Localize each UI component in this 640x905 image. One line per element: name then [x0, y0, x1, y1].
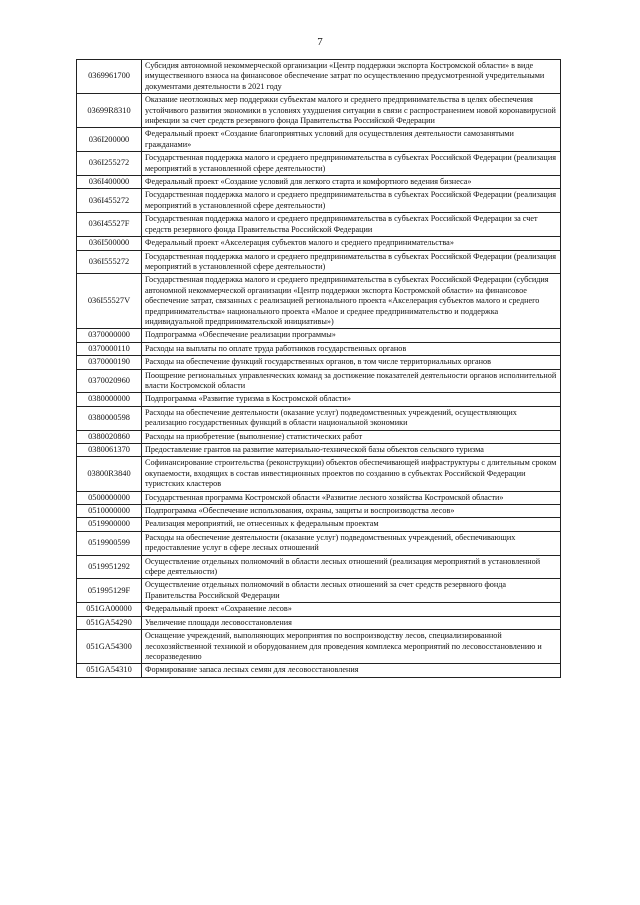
page-number: 7	[317, 36, 323, 48]
expense-description: Оказание неотложных мер поддержки субъектам малого и среднего предпринимательства в целях обеспечения устойчивого развития экономики в условиях ухудшения ситуации в связи с распространением новой коронавирусной инфекции за счет средств резервного фонда Правительства Российской Федерации	[142, 94, 561, 128]
table-row	[77, 630, 561, 664]
classification-code: 051GA54290	[77, 616, 142, 629]
table-row	[77, 274, 561, 329]
table-row	[77, 430, 561, 443]
expense-description: Расходы на обеспечение деятельности (оказание услуг) подведомственных учреждений, осуществляющих реализацию государственных функций в области национальной экономики	[142, 406, 561, 430]
table-row	[77, 518, 561, 531]
table-row	[77, 664, 561, 677]
classification-code: 0380000000	[77, 393, 142, 406]
expense-description: Расходы на обеспечение функций государственных органов, в том числе территориальных органов	[142, 356, 561, 369]
classification-code: 0519900000	[77, 518, 142, 531]
classification-code: 036I55527V	[77, 274, 142, 329]
classification-code: 036I255272	[77, 152, 142, 176]
table-row	[77, 128, 561, 152]
classification-code: 03699R8310	[77, 94, 142, 128]
classification-code: 0370000110	[77, 342, 142, 355]
classification-code: 0380061370	[77, 444, 142, 457]
classification-code: 051GA54310	[77, 664, 142, 677]
expense-description: Расходы на приобретение (выполнение) статистических работ	[142, 430, 561, 443]
expense-description: Подпрограмма «Обеспечение использования, охраны, защиты и воспроизводства лесов»	[142, 505, 561, 518]
expense-description: Увеличение площади лесовосстановления	[142, 616, 561, 629]
table-row	[77, 505, 561, 518]
classification-code: 036I455272	[77, 189, 142, 213]
classification-code: 036I500000	[77, 237, 142, 250]
table-row	[77, 342, 561, 355]
table-row	[77, 356, 561, 369]
expense-description: Оснащение учреждений, выполняющих мероприятия по воспроизводству лесов, специализированной лесохозяйственной техникой и оборудованием для проведения комплекса мероприятий по лесовосстановлению и лесоразведению	[142, 630, 561, 664]
table-body	[77, 60, 561, 678]
table-row	[77, 603, 561, 616]
classification-code: 0519951292	[77, 555, 142, 579]
classification-code: 03800R3840	[77, 457, 142, 491]
classification-code: 036I555272	[77, 250, 142, 274]
expense-description: Поощрение региональных управленческих команд за достижение показателей деятельности органов исполнительной власти Костромской области	[142, 369, 561, 393]
expense-description: Предоставление грантов на развитие материально-технической базы объектов сельского туризма	[142, 444, 561, 457]
table-row	[77, 369, 561, 393]
table-row	[77, 555, 561, 579]
expense-description: Осуществление отдельных полномочий в области лесных отношений (реализация мероприятий в установленной сфере деятельности)	[142, 555, 561, 579]
expense-description: Федеральный проект «Создание условий для легкого старта и комфортного ведения бизнеса»	[142, 176, 561, 189]
expense-description: Государственная поддержка малого и среднего предпринимательства в субъектах Российской Федерации (реализация мероприятий в установленной сфере деятельности)	[142, 152, 561, 176]
classification-code: 0369961700	[77, 60, 142, 94]
classification-code: 036I45527F	[77, 213, 142, 237]
classification-code: 0370000190	[77, 356, 142, 369]
table-row	[77, 237, 561, 250]
table-row	[77, 176, 561, 189]
classification-code: 0380020860	[77, 430, 142, 443]
expense-description: Осуществление отдельных полномочий в области лесных отношений за счет средств резервного фонда Правительства Российской Федерации	[142, 579, 561, 603]
classification-code: 0370000000	[77, 329, 142, 342]
expense-description: Федеральный проект «Сохранение лесов»	[142, 603, 561, 616]
classification-code: 0519900599	[77, 531, 142, 555]
table-row	[77, 616, 561, 629]
expense-description: Подпрограмма «Обеспечение реализации программы»	[142, 329, 561, 342]
classification-code: 051995129F	[77, 579, 142, 603]
classification-code: 0370020960	[77, 369, 142, 393]
expense-description: Государственная поддержка малого и среднего предпринимательства в субъектах Российской Федерации (субсидия автономной некоммерческой организации «Центр поддержки экспорта Костромской области» на финансовое обеспечение затрат, связанных с реализацией регионального проекта «Акселерация субъектов малого и среднего предпринимательства» национального проекта «Малое и среднее предпринимательство и поддержка индивидуальной предпринимательской инициативы»)	[142, 274, 561, 329]
table-row	[77, 406, 561, 430]
expense-description: Государственная поддержка малого и среднего предпринимательства в субъектах Российской Федерации (реализация мероприятий в установленной сфере деятельности)	[142, 250, 561, 274]
expense-description: Подпрограмма «Развитие туризма в Костромской области»	[142, 393, 561, 406]
expense-description: Субсидия автономной некоммерческой организации «Центр поддержки экспорта Костромской области» в виде имущественного взноса на финансовое обеспечение затрат по осуществлению предусмотренной учредительными документами деятельности в 2021 году	[142, 60, 561, 94]
expense-description: Реализация мероприятий, не отнесенных к федеральным проектам	[142, 518, 561, 531]
table-row	[77, 457, 561, 491]
expense-description: Федеральный проект «Создание благоприятных условий для осуществления деятельности самозанятыми гражданами»	[142, 128, 561, 152]
budget-code-table	[76, 59, 561, 678]
classification-code: 051GA54300	[77, 630, 142, 664]
table-row	[77, 329, 561, 342]
table-row	[77, 444, 561, 457]
table-row	[77, 531, 561, 555]
classification-code: 051GA00000	[77, 603, 142, 616]
table-row	[77, 491, 561, 504]
table-row	[77, 579, 561, 603]
classification-code: 036I400000	[77, 176, 142, 189]
classification-code: 0500000000	[77, 491, 142, 504]
table-row	[77, 189, 561, 213]
classification-code: 0510000000	[77, 505, 142, 518]
table-row	[77, 60, 561, 94]
classification-code: 036I200000	[77, 128, 142, 152]
table-row	[77, 250, 561, 274]
table-row	[77, 213, 561, 237]
expense-description: Федеральный проект «Акселерация субъектов малого и среднего предпринимательства»	[142, 237, 561, 250]
expense-description: Государственная поддержка малого и среднего предпринимательства в субъектах Российской Федерации (реализация мероприятий в установленной сфере деятельности)	[142, 189, 561, 213]
expense-description: Расходы на обеспечение деятельности (оказание услуг) подведомственных учреждений, обеспечивающих предоставление услуг в сфере лесных отношений	[142, 531, 561, 555]
table-row	[77, 94, 561, 128]
expense-description: Расходы на выплаты по оплате труда работников государственных органов	[142, 342, 561, 355]
expense-description: Государственная программа Костромской области «Развитие лесного хозяйства Костромской области»	[142, 491, 561, 504]
expense-description: Государственная поддержка малого и среднего предпринимательства в субъектах Российской Федерации за счет средств резервного фонда Правительства Российской Федерации	[142, 213, 561, 237]
table-row	[77, 393, 561, 406]
expense-description: Софинансирование строительства (реконструкции) объектов обеспечивающей инфраструктуры с длительным сроком окупаемости, входящих в состав инвестиционных проектов по созданию в субъектах Российской Федерации туристских кластеров	[142, 457, 561, 491]
table-row	[77, 152, 561, 176]
classification-code: 0380000598	[77, 406, 142, 430]
expense-description: Формирование запаса лесных семян для лесовосстановления	[142, 664, 561, 677]
